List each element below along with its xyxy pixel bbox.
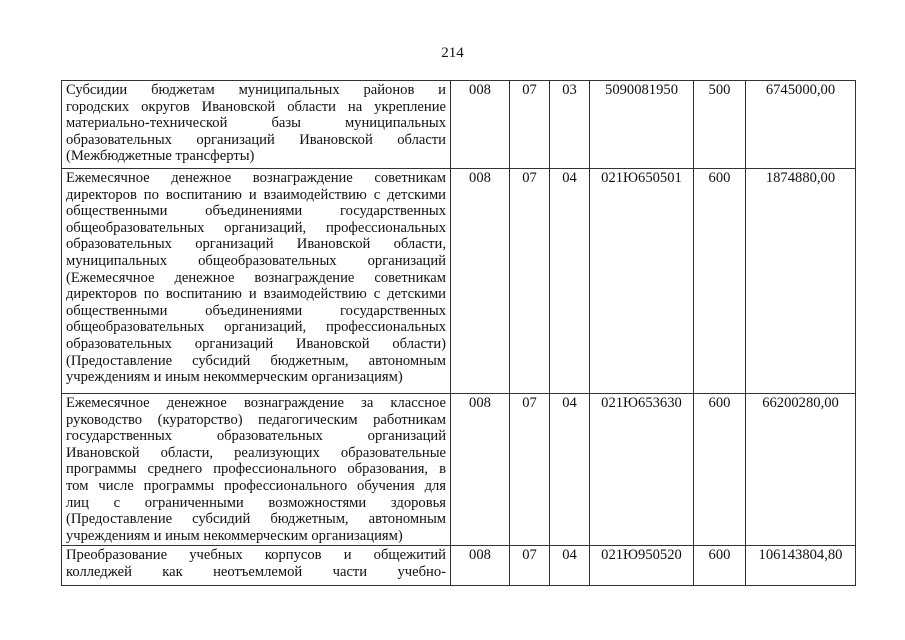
description-cell xyxy=(62,81,451,169)
section-code-cell: 07 xyxy=(510,394,550,546)
amount-cell: 106143804,80 xyxy=(746,546,856,586)
target-article-code-cell: 5090081950 xyxy=(590,81,694,169)
description-line: программы среднего профессионального образования, в xyxy=(66,461,446,478)
description-line: том числе программы профессионального обучения для xyxy=(66,477,446,494)
section-code-cell: 07 xyxy=(510,81,550,169)
description-cell xyxy=(62,394,451,546)
expense-type-code-cell: 600 xyxy=(694,169,746,394)
budget-table xyxy=(61,80,856,586)
section-code-cell: 07 xyxy=(510,169,550,394)
ministry-code-cell: 008 xyxy=(451,81,510,169)
description-line: директоров по воспитанию и взаимодействию с детскими xyxy=(66,286,446,303)
description-line: Субсидии бюджетам муниципальных районов и xyxy=(66,82,446,98)
amount-cell: 6745000,00 xyxy=(746,81,856,169)
description-cell xyxy=(62,169,451,394)
ministry-code-cell: 008 xyxy=(451,394,510,546)
description-line: директоров по воспитанию и взаимодействию с детскими xyxy=(66,186,446,203)
description-line: общеобразовательных организаций, профессиональных xyxy=(66,219,446,236)
description-line: Ежемесячное денежное вознаграждение советникам xyxy=(66,170,446,186)
description-line: общественными объединениями государственных xyxy=(66,302,446,319)
description-line: колледжей как неотъемлемой части учебно- xyxy=(66,563,446,580)
description-line: Ивановской области, реализующих образовательные xyxy=(66,444,446,461)
description-cell xyxy=(62,546,451,586)
subsection-code-cell: 04 xyxy=(550,394,590,546)
description-line: общеобразовательных организаций, профессиональных xyxy=(66,319,446,336)
amount-cell: 1874880,00 xyxy=(746,169,856,394)
ministry-code-cell: 008 xyxy=(451,169,510,394)
description-line: материально-технической базы муниципальных xyxy=(66,115,446,132)
description-line: Преобразование учебных корпусов и общежитий xyxy=(66,547,446,563)
page-number: 214 xyxy=(441,45,464,61)
amount-cell: 66200280,00 xyxy=(746,394,856,546)
description-line: лиц с ограниченными возможностями здоровья xyxy=(66,494,446,511)
target-article-code-cell: 021Ю950520 xyxy=(590,546,694,586)
description-line: Ежемесячное денежное вознаграждение за классное xyxy=(66,395,446,411)
description-line: государственных образовательных организаций xyxy=(66,428,446,445)
description-line: (Межбюджетные трансферты) xyxy=(66,148,255,165)
ministry-code-cell: 008 xyxy=(451,546,510,586)
subsection-code-cell: 04 xyxy=(550,169,590,394)
subsection-code-cell: 03 xyxy=(550,81,590,169)
description-line: (Предоставление субсидий бюджетным, автономным xyxy=(66,511,446,528)
target-article-code-cell: 021Ю650501 xyxy=(590,169,694,394)
expense-type-code-cell: 600 xyxy=(694,394,746,546)
description-line: (Предоставление субсидий бюджетным, автономным xyxy=(66,352,446,369)
description-line: руководство (кураторство) педагогическим работникам xyxy=(66,411,446,428)
target-article-code-cell: 021Ю653630 xyxy=(590,394,694,546)
description-line: (Ежемесячное денежное вознаграждение советникам xyxy=(66,269,446,286)
section-code-cell: 07 xyxy=(510,546,550,586)
table-row xyxy=(62,81,856,169)
expense-type-code-cell: 500 xyxy=(694,81,746,169)
description-line: учреждениям и иным некоммерческим организациям) xyxy=(66,369,403,386)
description-line: учреждениям и иным некоммерческим организациям) xyxy=(66,527,403,544)
description-line: общественными объединениями государственных xyxy=(66,203,446,220)
table-row xyxy=(62,546,856,586)
description-line: образовательных организаций Ивановской области xyxy=(66,131,446,148)
table-row xyxy=(62,169,856,394)
subsection-code-cell: 04 xyxy=(550,546,590,586)
table-row xyxy=(62,394,856,546)
description-line: образовательных организаций Ивановской области) xyxy=(66,335,446,352)
description-line: муниципальных общеобразовательных организаций xyxy=(66,252,446,269)
description-line: образовательных организаций Ивановской области, xyxy=(66,236,446,253)
description-line: городских округов Ивановской области на укрепление xyxy=(66,98,446,115)
expense-type-code-cell: 600 xyxy=(694,546,746,586)
